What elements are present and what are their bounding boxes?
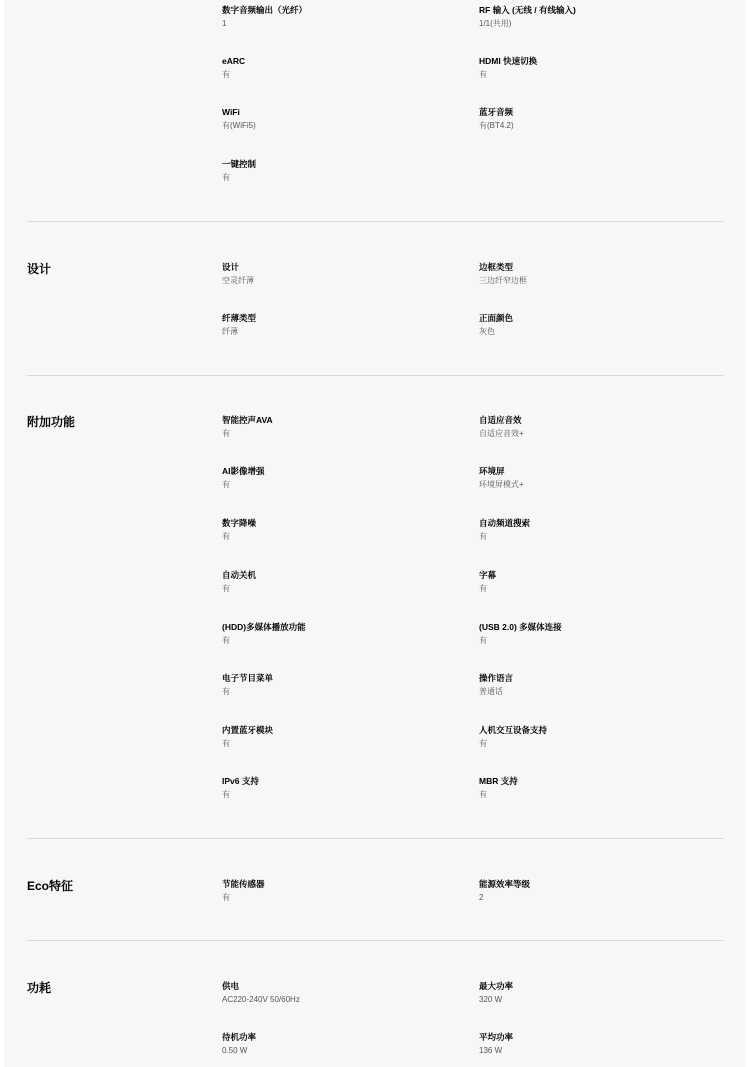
spec-item — [222, 466, 462, 490]
section-title: 功耗 — [27, 981, 52, 995]
spec-label: 人机交互设备支持 — [479, 725, 548, 735]
spec-item — [479, 673, 719, 697]
spec-label: 数字降噪 — [222, 518, 257, 528]
spec-item — [479, 5, 719, 29]
spec-section-eco — [27, 839, 724, 940]
spec-item — [222, 159, 462, 183]
spec-item — [479, 776, 719, 800]
spec-value: 有 — [222, 584, 230, 593]
spec-page — [4, 0, 746, 1067]
spec-item — [222, 673, 462, 697]
spec-value: 有 — [222, 893, 230, 902]
spec-label: 节能传感器 — [222, 879, 265, 889]
spec-item — [222, 1032, 462, 1056]
spec-label: 内置蓝牙模块 — [222, 725, 274, 735]
spec-value: AC220-240V 50/60Hz — [222, 995, 300, 1004]
spec-item — [222, 981, 462, 1005]
spec-label: IPv6 支持 — [222, 776, 259, 786]
spec-item — [479, 262, 719, 286]
spec-item — [222, 725, 462, 749]
spec-label: 纤薄类型 — [222, 313, 257, 323]
spec-value: 有(BT4.2) — [479, 121, 514, 130]
spec-item — [479, 1032, 719, 1056]
spec-label: 平均功率 — [479, 1032, 514, 1042]
spec-label: AI影像增强 — [222, 466, 265, 476]
spec-value: 有 — [222, 429, 230, 438]
spec-value: 有 — [222, 532, 230, 541]
spec-value: 0.50 W — [222, 1046, 248, 1055]
spec-value: 纤薄 — [222, 327, 238, 336]
spec-item — [479, 56, 719, 80]
spec-value: 2 — [479, 893, 484, 902]
spec-value: 灰色 — [479, 327, 495, 336]
spec-value: 有 — [479, 739, 487, 748]
spec-value: 136 W — [479, 1046, 503, 1055]
spec-label: 环境屏 — [479, 466, 505, 476]
spec-item — [479, 622, 719, 646]
spec-section-connectivity — [27, 0, 724, 215]
spec-value: 有(WiFi5) — [222, 121, 256, 130]
spec-label: 边框类型 — [479, 262, 514, 272]
spec-value: 320 W — [479, 995, 503, 1004]
spec-label: 最大功率 — [479, 981, 514, 991]
spec-item — [222, 415, 462, 439]
spec-label: (HDD)多媒体播放功能 — [222, 622, 306, 632]
spec-value: 有 — [222, 70, 230, 79]
spec-label: (USB 2.0) 多媒体连接 — [479, 622, 562, 632]
spec-value: 有 — [479, 532, 487, 541]
spec-item — [222, 570, 462, 594]
spec-label: 设计 — [222, 262, 240, 272]
spec-value: 有 — [222, 636, 230, 645]
spec-value: 有 — [222, 790, 230, 799]
spec-label: 自动频道搜索 — [479, 518, 531, 528]
spec-item — [479, 518, 719, 542]
spec-item — [222, 313, 462, 337]
spec-section-additional-features — [27, 376, 724, 838]
spec-value: 空灵纤薄 — [222, 276, 254, 285]
spec-section-power — [27, 941, 724, 1067]
spec-value: 有 — [479, 70, 487, 79]
spec-section-design — [27, 222, 724, 374]
spec-item — [479, 107, 719, 131]
spec-value: 三边纤窄边框 — [479, 276, 527, 285]
spec-item — [222, 107, 462, 131]
spec-label: 数字音频输出（光纤） — [222, 5, 308, 15]
spec-value: 有 — [479, 584, 487, 593]
spec-item — [479, 313, 719, 337]
spec-label: 自动关机 — [222, 570, 257, 580]
spec-item — [222, 262, 462, 286]
spec-label: MBR 支持 — [479, 776, 518, 786]
spec-label: 字幕 — [479, 570, 497, 580]
spec-label: WiFi — [222, 107, 240, 117]
spec-item — [222, 622, 462, 646]
spec-value: 有 — [222, 480, 230, 489]
section-title: 附加功能 — [27, 415, 76, 429]
spec-label: 智能控声AVA — [222, 415, 273, 425]
spec-label: RF 输入 (无线 / 有线输入) — [479, 5, 576, 15]
spec-item — [479, 725, 719, 749]
spec-label: 能源效率等级 — [479, 879, 531, 889]
spec-item — [222, 879, 462, 903]
spec-item — [479, 466, 719, 490]
spec-value: 有 — [222, 173, 230, 182]
spec-value: 有 — [479, 636, 487, 645]
spec-label: 一键控制 — [222, 159, 257, 169]
spec-label: HDMI 快速切换 — [479, 56, 538, 66]
spec-value: 自适应音效+ — [479, 429, 524, 438]
spec-item — [479, 415, 719, 439]
spec-label: 供电 — [222, 981, 240, 991]
spec-label: 自适应音效 — [479, 415, 522, 425]
spec-item — [222, 776, 462, 800]
spec-item — [222, 5, 462, 29]
spec-value: 1/1(共用) — [479, 19, 512, 28]
spec-label: eARC — [222, 56, 246, 66]
spec-label: 正面颜色 — [479, 313, 514, 323]
spec-item — [479, 570, 719, 594]
spec-value: 有 — [222, 739, 230, 748]
spec-value: 1 — [222, 19, 227, 28]
spec-label: 电子节目菜单 — [222, 673, 274, 683]
spec-item — [222, 56, 462, 80]
spec-item — [479, 879, 719, 903]
spec-label: 蓝牙音频 — [479, 107, 514, 117]
section-title: Eco特征 — [27, 879, 74, 893]
spec-item — [479, 981, 719, 1005]
spec-item — [222, 518, 462, 542]
spec-label: 操作语言 — [479, 673, 514, 683]
spec-value: 普通话 — [479, 687, 503, 696]
spec-value: 有 — [479, 790, 487, 799]
spec-label: 待机功率 — [222, 1032, 257, 1042]
spec-value: 环境屏模式+ — [479, 480, 524, 489]
section-title: 设计 — [27, 262, 52, 276]
spec-value: 有 — [222, 687, 230, 696]
